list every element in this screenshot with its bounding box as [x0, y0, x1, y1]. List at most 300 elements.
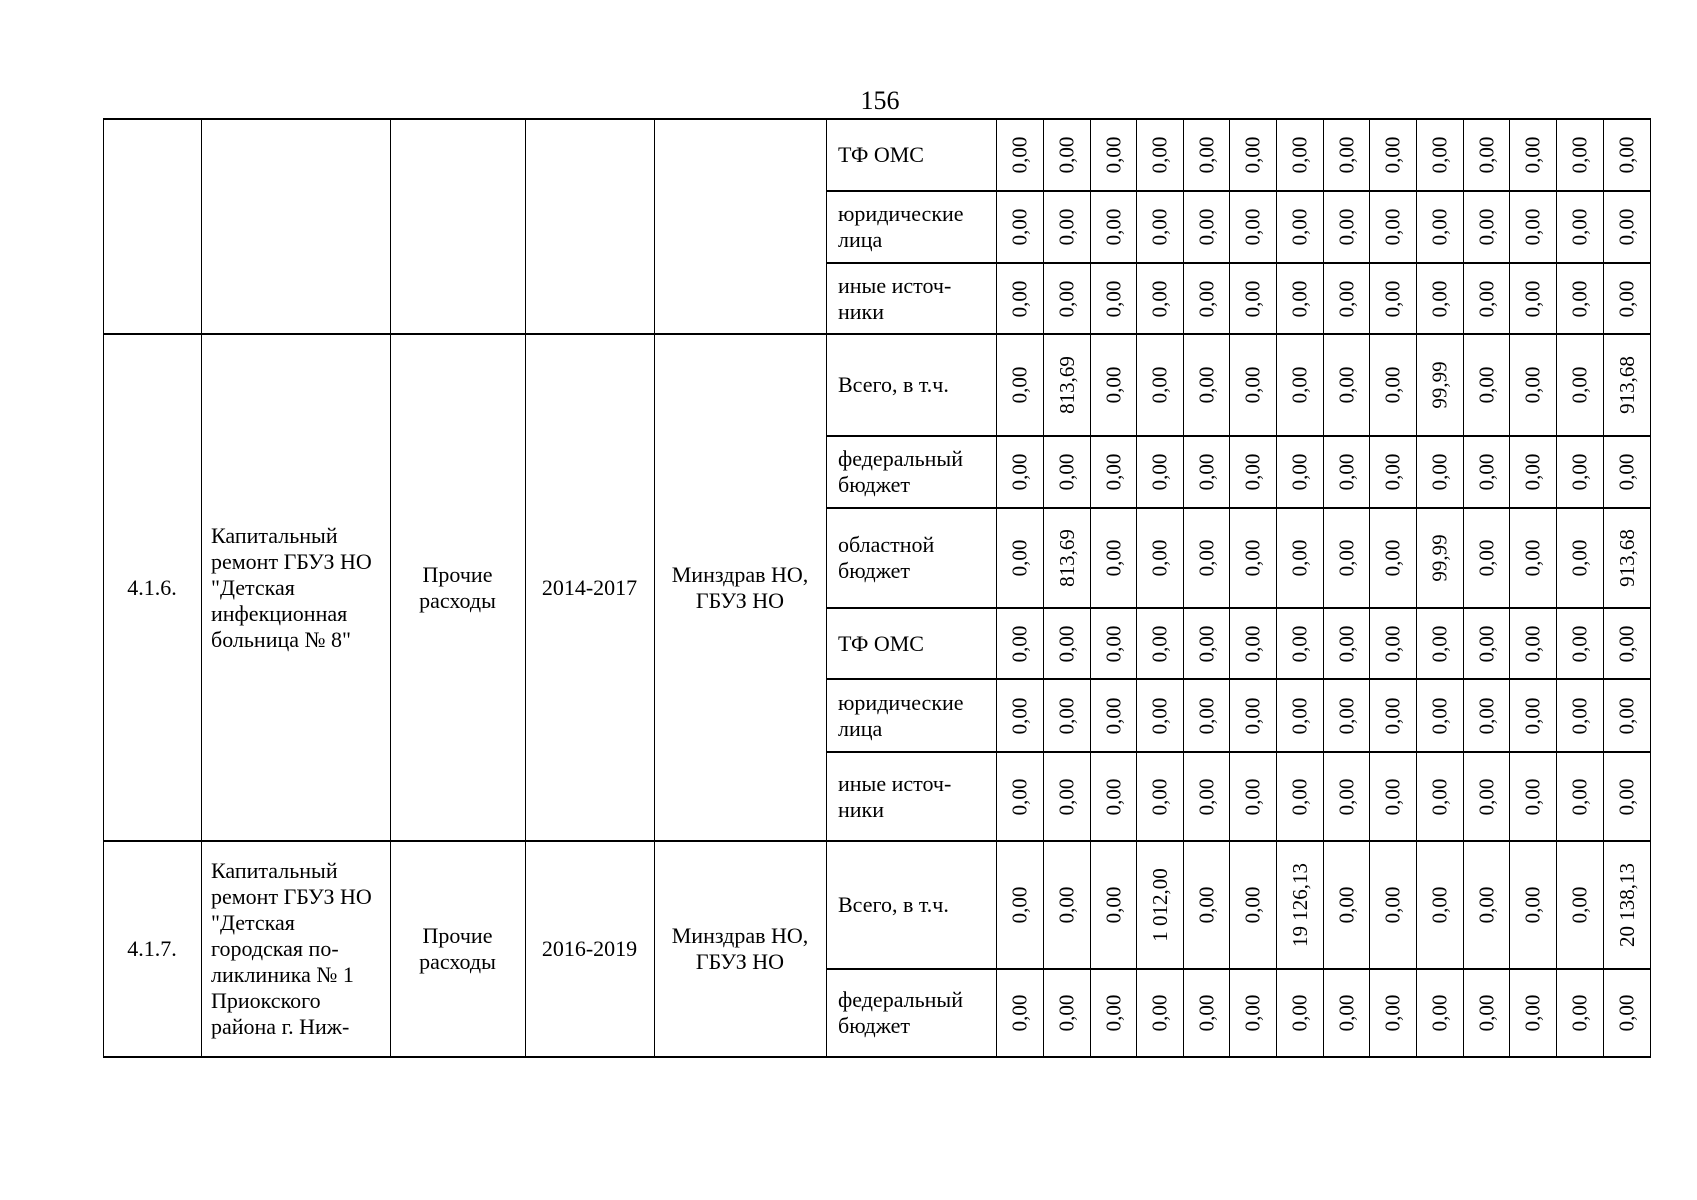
period: 2014-2017	[541, 574, 638, 600]
column-divider	[1043, 118, 1045, 1057]
value-cell	[1463, 508, 1509, 608]
value-cell	[996, 969, 1043, 1057]
value-cell	[1416, 334, 1463, 436]
amount-value: 0,00	[1334, 625, 1358, 662]
column-divider	[1136, 118, 1138, 1057]
amount-value: 0,00	[1474, 280, 1498, 317]
amount-value: 0,00	[1614, 697, 1639, 734]
value-cell	[1416, 608, 1463, 679]
amount-value: 0,00	[1007, 208, 1032, 246]
value-cell	[1323, 119, 1369, 191]
amount-value: 0,00	[1194, 366, 1218, 404]
value-cell	[1090, 608, 1136, 679]
amount-value: 0,00	[1520, 453, 1545, 491]
amount-value: 0,00	[1287, 453, 1312, 491]
value-cell	[1369, 679, 1416, 752]
value-cell	[1509, 119, 1556, 191]
column-divider	[103, 118, 105, 1057]
value-cell	[1043, 508, 1090, 608]
project-name: Капитальный ремонт ГБУЗ НО "Детская городская по- ликлиника № 1 Приокского района г. Ниж-	[211, 858, 372, 1039]
amount-value: 0,00	[1147, 539, 1172, 577]
value-cell	[1463, 679, 1509, 752]
value-cell	[1323, 841, 1369, 969]
value-cell	[1136, 436, 1183, 508]
amount-value: 0,00	[1101, 994, 1125, 1032]
amount-value: 0,00	[1474, 697, 1498, 734]
amount-value: 0,00	[1380, 886, 1405, 924]
value-cell	[1043, 608, 1090, 679]
value-cell	[1603, 679, 1650, 752]
column-divider	[1556, 118, 1558, 1057]
value-cell	[1090, 263, 1136, 334]
amount-value: 0,00	[1147, 778, 1172, 815]
amount-value: 0,00	[1054, 280, 1079, 317]
value-cell	[1229, 752, 1276, 841]
executor-cell	[654, 841, 826, 1057]
value-cell	[1556, 841, 1603, 969]
expense-type: Прочие расходы	[419, 561, 496, 613]
value-cell	[1463, 608, 1509, 679]
amount-value: 0,00	[1567, 453, 1592, 491]
value-cell	[1509, 608, 1556, 679]
value-cell	[1556, 969, 1603, 1057]
amount-value: 0,00	[1194, 280, 1218, 317]
value-cell	[1183, 119, 1229, 191]
value-cell	[1603, 436, 1650, 508]
value-cell	[1463, 119, 1509, 191]
amount-value: 0,00	[1380, 453, 1405, 491]
funding-source-cell	[826, 841, 996, 969]
amount-value: 0,00	[1101, 453, 1125, 491]
value-cell	[1276, 969, 1323, 1057]
value-cell	[1090, 752, 1136, 841]
row-code-cell	[103, 841, 201, 1057]
amount-value: 0,00	[1007, 280, 1032, 317]
amount-value: 0,00	[1427, 280, 1452, 317]
funding-source-cell	[826, 119, 996, 191]
period: 2016-2019	[541, 936, 638, 961]
amount-value: 99,99	[1427, 361, 1452, 409]
amount-value: 0,00	[1380, 625, 1405, 662]
value-cell	[1509, 841, 1556, 969]
value-cell	[1090, 679, 1136, 752]
value-cell	[1276, 436, 1323, 508]
amount-value: 0,00	[1147, 625, 1172, 662]
value-cell	[1416, 679, 1463, 752]
value-cell	[1276, 679, 1323, 752]
value-cell	[1603, 841, 1650, 969]
value-cell	[1043, 679, 1090, 752]
value-cell	[1556, 334, 1603, 436]
amount-value: 0,00	[1147, 697, 1172, 734]
amount-value: 0,00	[1334, 886, 1358, 924]
amount-value: 0,00	[1520, 280, 1545, 317]
amount-value: 0,00	[1147, 280, 1172, 317]
value-cell	[1463, 969, 1509, 1057]
amount-value: 0,00	[1427, 208, 1452, 246]
value-cell	[1323, 608, 1369, 679]
value-cell	[1556, 608, 1603, 679]
funding-source: ТФ ОМС	[838, 142, 924, 167]
value-cell	[1136, 679, 1183, 752]
amount-value: 0,00	[1194, 539, 1218, 577]
value-cell	[1183, 263, 1229, 334]
value-cell	[1463, 263, 1509, 334]
value-cell	[1043, 191, 1090, 263]
amount-value: 0,00	[1101, 697, 1125, 734]
amount-value: 0,00	[1240, 994, 1265, 1032]
amount-value: 1 012,00	[1147, 868, 1172, 942]
amount-value: 0,00	[1334, 697, 1358, 734]
amount-value: 0,00	[1334, 453, 1358, 491]
amount-value: 0,00	[1427, 136, 1452, 174]
amount-value: 0,00	[1614, 994, 1639, 1032]
amount-value: 0,00	[1334, 539, 1358, 577]
amount-value: 0,00	[1567, 208, 1592, 246]
value-cell	[1229, 608, 1276, 679]
value-cell	[1369, 508, 1416, 608]
amount-value: 0,00	[1614, 208, 1639, 246]
amount-value: 0,00	[1287, 625, 1312, 662]
amount-value: 0,00	[1147, 208, 1172, 246]
amount-value: 0,00	[1240, 208, 1265, 246]
value-cell	[996, 191, 1043, 263]
value-cell	[1556, 119, 1603, 191]
amount-value: 0,00	[1334, 136, 1358, 174]
value-cell	[1183, 436, 1229, 508]
value-cell	[1276, 191, 1323, 263]
value-cell	[1090, 436, 1136, 508]
amount-value: 0,00	[1287, 994, 1312, 1032]
value-cell	[996, 679, 1043, 752]
value-cell	[1323, 508, 1369, 608]
value-cell	[1043, 841, 1090, 969]
amount-value: 0,00	[1520, 625, 1545, 662]
value-cell	[1323, 334, 1369, 436]
amount-value: 0,00	[1147, 994, 1172, 1032]
amount-value: 0,00	[1520, 366, 1545, 404]
amount-value: 0,00	[1240, 366, 1265, 404]
amount-value: 0,00	[1474, 625, 1498, 662]
executor-cell	[654, 119, 826, 334]
value-cell	[1183, 334, 1229, 436]
value-cell	[1369, 969, 1416, 1057]
funding-source-cell	[826, 508, 996, 608]
amount-value: 0,00	[1194, 136, 1218, 174]
value-cell	[1556, 508, 1603, 608]
column-divider	[1463, 118, 1465, 1057]
funding-source: Всего, в т.ч.	[838, 372, 949, 397]
value-cell	[1603, 263, 1650, 334]
amount-value: 0,00	[1054, 994, 1079, 1032]
expense-type: Прочие расходы	[419, 923, 496, 974]
amount-value: 813,69	[1054, 356, 1079, 414]
value-cell	[1323, 436, 1369, 508]
amount-value: 0,00	[1240, 778, 1265, 815]
amount-value: 0,00	[1474, 886, 1498, 924]
amount-value: 0,00	[1007, 136, 1032, 174]
amount-value: 0,00	[1474, 208, 1498, 246]
column-divider	[1650, 118, 1652, 1057]
amount-value: 0,00	[1101, 208, 1125, 246]
funding-source-cell	[826, 436, 996, 508]
value-cell	[1603, 752, 1650, 841]
value-cell	[1323, 679, 1369, 752]
amount-value: 0,00	[1054, 453, 1079, 491]
amount-value: 0,00	[1380, 208, 1405, 246]
value-cell	[1463, 191, 1509, 263]
column-divider	[1276, 118, 1278, 1057]
value-cell	[1463, 841, 1509, 969]
value-cell	[1603, 608, 1650, 679]
amount-value: 0,00	[1380, 697, 1405, 734]
value-cell	[996, 841, 1043, 969]
row-code-cell	[103, 334, 201, 841]
value-cell	[1276, 508, 1323, 608]
amount-value: 0,00	[1334, 366, 1358, 404]
amount-value: 0,00	[1287, 280, 1312, 317]
amount-value: 0,00	[1380, 994, 1405, 1032]
column-divider	[1416, 118, 1418, 1057]
value-cell	[1556, 752, 1603, 841]
value-cell	[1183, 969, 1229, 1057]
period-cell	[525, 841, 654, 1057]
amount-value: 0,00	[1101, 280, 1125, 317]
value-cell	[1136, 508, 1183, 608]
funding-source-cell	[826, 752, 996, 841]
column-divider	[1369, 118, 1371, 1057]
funding-source-cell	[826, 263, 996, 334]
amount-value: 0,00	[1054, 208, 1079, 246]
amount-value: 0,00	[1427, 697, 1452, 734]
value-cell	[1369, 608, 1416, 679]
column-divider	[654, 118, 656, 1057]
funding-source: иные источ- ники	[838, 770, 952, 822]
expense-type-cell	[390, 334, 525, 841]
value-cell	[1603, 191, 1650, 263]
value-cell	[1229, 119, 1276, 191]
amount-value: 0,00	[1194, 778, 1218, 815]
amount-value: 0,00	[1567, 280, 1592, 317]
value-cell	[1369, 119, 1416, 191]
column-divider	[1183, 118, 1185, 1057]
value-cell	[1183, 508, 1229, 608]
amount-value: 0,00	[1101, 886, 1125, 924]
amount-value: 0,00	[1054, 778, 1079, 815]
amount-value: 0,00	[1427, 778, 1452, 815]
amount-value: 0,00	[1474, 539, 1498, 577]
amount-value: 0,00	[1007, 778, 1032, 815]
value-cell	[1509, 334, 1556, 436]
value-cell	[1136, 841, 1183, 969]
amount-value: 0,00	[1520, 886, 1545, 924]
amount-value: 0,00	[1474, 994, 1498, 1032]
value-cell	[996, 263, 1043, 334]
amount-value: 0,00	[1380, 136, 1405, 174]
value-cell	[1229, 841, 1276, 969]
amount-value: 0,00	[1520, 994, 1545, 1032]
value-cell	[1603, 119, 1650, 191]
value-cell	[1323, 969, 1369, 1057]
value-cell	[1090, 119, 1136, 191]
amount-value: 0,00	[1474, 366, 1498, 404]
value-cell	[1323, 263, 1369, 334]
value-cell	[1136, 119, 1183, 191]
amount-value: 0,00	[1007, 539, 1032, 577]
value-cell	[1416, 969, 1463, 1057]
value-cell	[1043, 263, 1090, 334]
amount-value: 0,00	[1147, 453, 1172, 491]
value-cell	[1043, 752, 1090, 841]
value-cell	[1229, 436, 1276, 508]
column-divider	[390, 118, 392, 1057]
amount-value: 0,00	[1054, 625, 1079, 662]
value-cell	[1136, 752, 1183, 841]
value-cell	[996, 334, 1043, 436]
group-divider	[103, 1056, 1651, 1058]
value-cell	[1043, 969, 1090, 1057]
value-cell	[1323, 191, 1369, 263]
value-cell	[1369, 752, 1416, 841]
amount-value: 0,00	[1194, 625, 1218, 662]
amount-value: 0,00	[1007, 366, 1032, 404]
value-cell	[1556, 263, 1603, 334]
amount-value: 0,00	[1614, 453, 1639, 491]
funding-source: областной бюджет	[838, 532, 935, 583]
amount-value: 0,00	[1007, 625, 1032, 662]
funding-source-cell	[826, 679, 996, 752]
amount-value: 0,00	[1567, 366, 1592, 404]
amount-value: 0,00	[1380, 280, 1405, 317]
amount-value: 0,00	[1194, 886, 1218, 924]
amount-value: 0,00	[1054, 136, 1079, 174]
value-cell	[1043, 436, 1090, 508]
value-cell	[1509, 191, 1556, 263]
value-cell	[1416, 841, 1463, 969]
value-cell	[1043, 334, 1090, 436]
period-cell	[525, 334, 654, 841]
value-cell	[1556, 679, 1603, 752]
amount-value: 0,00	[1194, 697, 1218, 734]
funding-source: федеральный бюджет	[838, 987, 963, 1038]
amount-value: 813,69	[1054, 529, 1079, 587]
value-cell	[1090, 334, 1136, 436]
amount-value: 0,00	[1614, 778, 1639, 815]
value-cell	[996, 436, 1043, 508]
period-cell	[525, 119, 654, 334]
value-cell	[1183, 841, 1229, 969]
amount-value: 0,00	[1567, 539, 1592, 577]
amount-value: 0,00	[1567, 886, 1592, 924]
value-cell	[1416, 436, 1463, 508]
value-cell	[1136, 191, 1183, 263]
value-cell	[996, 608, 1043, 679]
value-cell	[1509, 436, 1556, 508]
value-cell	[1463, 752, 1509, 841]
column-divider	[1509, 118, 1511, 1057]
amount-value: 0,00	[1147, 366, 1172, 404]
value-cell	[1183, 679, 1229, 752]
row-code-cell	[103, 119, 201, 334]
page-number: 156	[860, 86, 900, 115]
amount-value: 0,00	[1287, 697, 1312, 734]
value-cell	[1276, 334, 1323, 436]
value-cell	[1229, 263, 1276, 334]
value-cell	[1556, 191, 1603, 263]
project-name-cell	[201, 334, 390, 841]
amount-value: 0,00	[1520, 136, 1545, 174]
value-cell	[1603, 508, 1650, 608]
value-cell	[1416, 263, 1463, 334]
value-cell	[1509, 969, 1556, 1057]
value-cell	[1090, 969, 1136, 1057]
amount-value: 0,00	[1054, 697, 1079, 734]
value-cell	[1463, 334, 1509, 436]
amount-value: 0,00	[1614, 280, 1639, 317]
funding-source: юридические лица	[838, 201, 964, 252]
funding-source: юридические лица	[838, 689, 964, 741]
value-cell	[1183, 191, 1229, 263]
value-cell	[1556, 436, 1603, 508]
value-cell	[1416, 508, 1463, 608]
amount-value: 0,00	[1101, 539, 1125, 577]
value-cell	[1463, 436, 1509, 508]
value-cell	[1136, 969, 1183, 1057]
amount-value: 0,00	[1520, 778, 1545, 815]
amount-value: 0,00	[1520, 208, 1545, 246]
value-cell	[996, 508, 1043, 608]
amount-value: 0,00	[1240, 280, 1265, 317]
row-code: 4.1.6.	[127, 574, 177, 600]
value-cell	[1229, 334, 1276, 436]
amount-value: 0,00	[1567, 994, 1592, 1032]
amount-value: 0,00	[1474, 136, 1498, 174]
executor-cell	[654, 334, 826, 841]
amount-value: 0,00	[1007, 697, 1032, 734]
amount-value: 0,00	[1427, 625, 1452, 662]
amount-value: 0,00	[1194, 994, 1218, 1032]
value-cell	[1276, 263, 1323, 334]
expense-type-cell	[390, 119, 525, 334]
value-cell	[1136, 263, 1183, 334]
executor: Минздрав НО, ГБУЗ НО	[671, 923, 809, 974]
amount-value: 913,68	[1614, 356, 1639, 414]
amount-value: 0,00	[1427, 886, 1452, 924]
column-divider	[1090, 118, 1092, 1057]
amount-value: 0,00	[1567, 625, 1592, 662]
amount-value: 0,00	[1287, 136, 1312, 174]
column-divider	[525, 118, 527, 1057]
amount-value: 0,00	[1567, 136, 1592, 174]
amount-value: 0,00	[1427, 994, 1452, 1032]
executor: Минздрав НО, ГБУЗ НО	[671, 561, 809, 613]
funding-source: иные источ- ники	[838, 272, 952, 324]
value-cell	[1183, 608, 1229, 679]
value-cell	[1276, 841, 1323, 969]
amount-value: 19 126,13	[1287, 863, 1312, 947]
amount-value: 0,00	[1520, 539, 1545, 577]
value-cell	[1276, 608, 1323, 679]
value-cell	[1229, 969, 1276, 1057]
value-cell	[1369, 841, 1416, 969]
amount-value: 0,00	[1474, 778, 1498, 815]
value-cell	[1369, 334, 1416, 436]
amount-value: 0,00	[1614, 625, 1639, 662]
project-name: Капитальный ремонт ГБУЗ НО "Детская инфекционная больница № 8"	[211, 522, 372, 652]
column-divider	[1323, 118, 1325, 1057]
value-cell	[1369, 263, 1416, 334]
amount-value: 0,00	[1054, 886, 1079, 924]
